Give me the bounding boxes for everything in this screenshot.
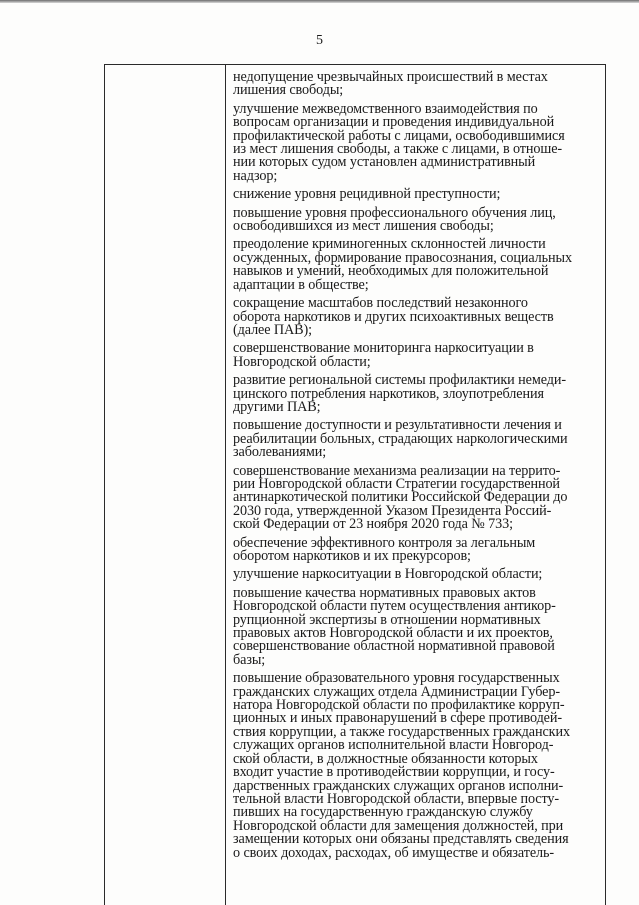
list-item: снижение уровня рецидивной преступности; — [233, 186, 501, 203]
goals-table — [104, 64, 606, 905]
list-item: совершенствование мониторинга наркоситуации в Новгородской области; — [233, 340, 534, 370]
list-item: повышение доступности и результативности лечения и реабилитации больных, страдающих наркологическими заболеваниями; — [233, 417, 568, 461]
list-item: сокращение масштабов последствий незаконного оборота наркотиков и других психоактивных веществ (далее ПАВ); — [233, 295, 554, 338]
list-item: повышение уровня профессионального обучения лиц, освободившихся из мест лишения свободы; — [233, 204, 556, 235]
list-item: преодоление криминогенных склонностей личности осужденных, формирование правосознания, социальных навыков и умений, необходимых для положительной адаптации в обществе; — [233, 236, 572, 293]
scan-edge — [0, 0, 639, 3]
list-item: повышение образовательного уровня государственных гражданских служащих отдела Администрации Губер- натора Новгородской области по профилактике корруп- ционных и иных правонарушений в сфере противодей- ствия коррупции, а также государственных гражданских служащих органов исполнительной власти Новгород- ской области, в должностные обязанности которых входит участие в противодействии коррупции, и госу- дарственных гражданских служащих органов исполни- тельной власти Новгородской области, впервые посту- пивших на государственную гражданскую службу Новгородской области для замещения должностей, при замещении которых они обязаны представлять сведения о своих доходах, расходах, об имуществе и обязатель- — [233, 670, 570, 861]
list-item: развитие региональной системы профилактики немеди- цинского потребления наркотиков, злоупотребления другими ПАВ; — [233, 372, 566, 415]
table-left-column — [105, 65, 226, 905]
list-item: совершенствование механизма реализации на террито- рии Новгородской области Стратегии государственной антинаркотической политики Российской Федерации до 2030 года, утвержденной Указом Президента Россий- ской Федерации от 23 ноября 2020 года № 733; — [233, 462, 568, 533]
table-right-column — [227, 65, 604, 905]
list-item: обеспечение эффективного контроля за легальным оборотом наркотиков и их прекурсоров; — [233, 534, 536, 564]
list-item: повышение качества нормативных правовых актов Новгородской области путем осуществления антикор- рупционной экспертизы в отношении нормативных правовых актов Новгородской области и их проектов, совершенствование областной нормативной правовой базы; — [233, 584, 556, 668]
page-number: 5 — [316, 33, 323, 48]
list-item: улучшение межведомственного взаимодействия по вопросам организации и проведения индивидуальной профилактической работы с лицами, освободившимися из мест лишения свободы, а также с лицами, в отноше- нии которых судом установлен административный надзор; — [233, 100, 565, 184]
list-item: недопущение чрезвычайных происшествий в местах лишения свободы; — [233, 69, 548, 99]
list-item: улучшение наркоситуации в Новгородской области; — [233, 566, 543, 583]
